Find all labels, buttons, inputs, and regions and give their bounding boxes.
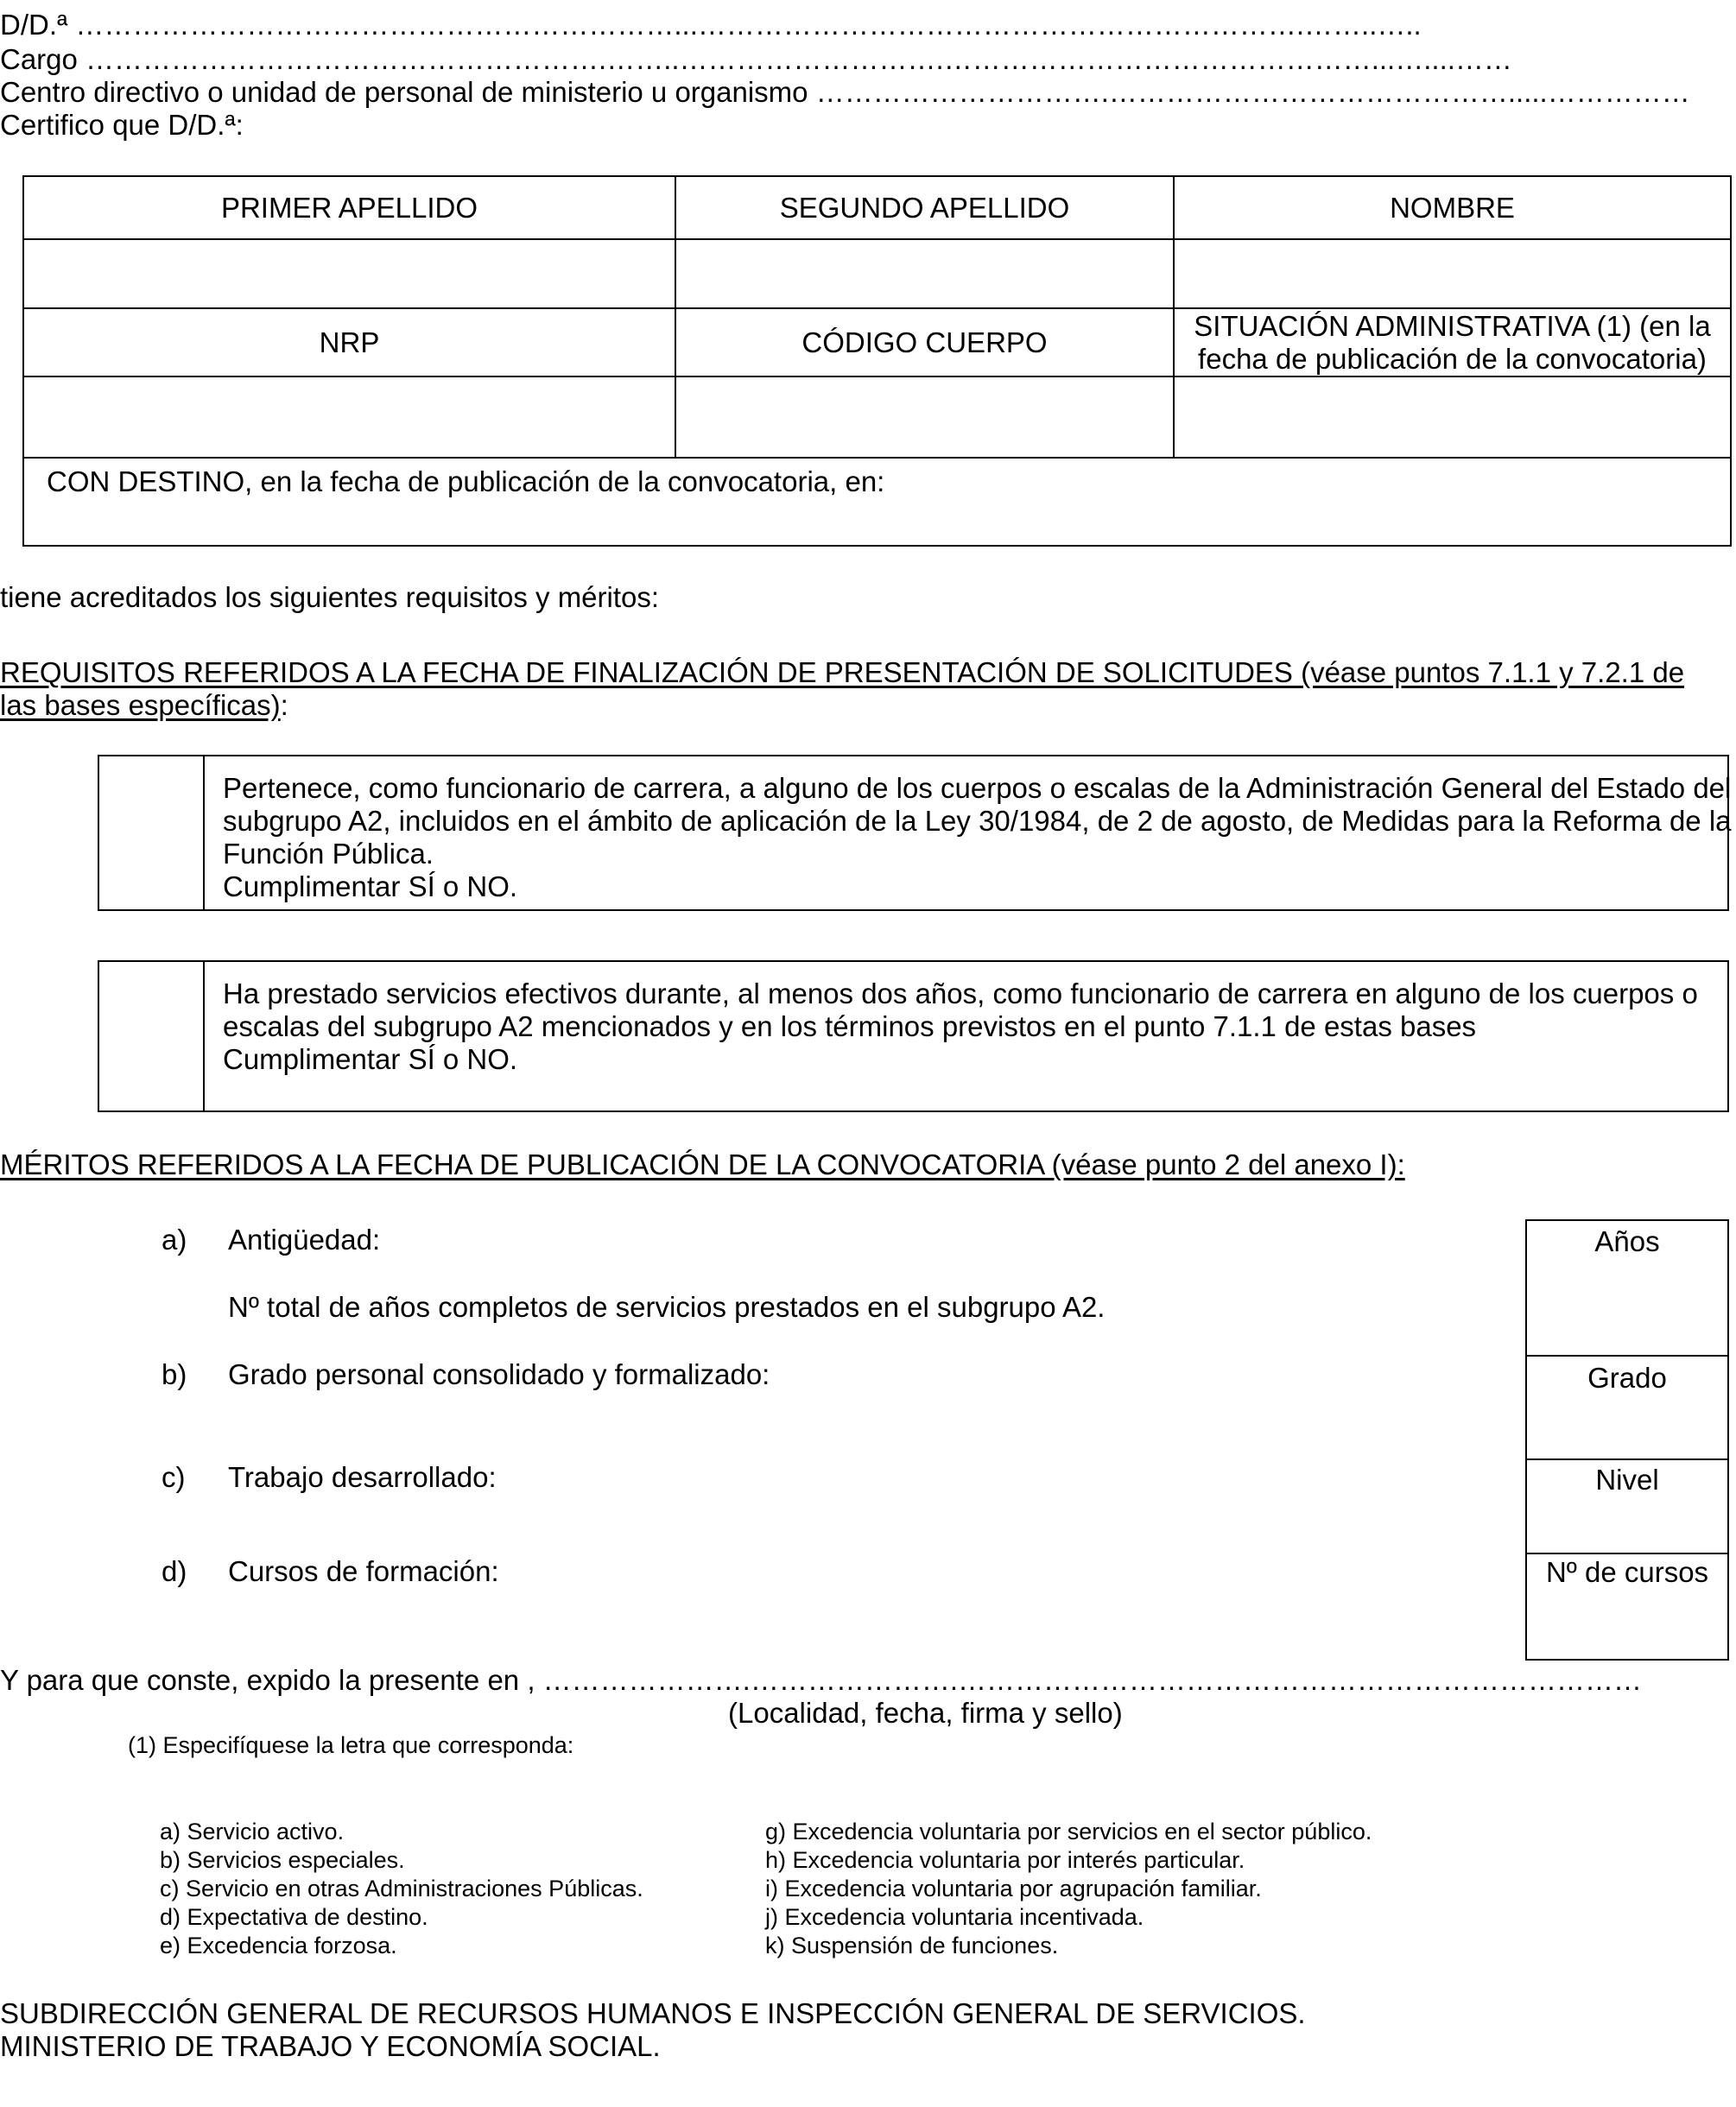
merito-a-detail: Nº total de años completos de servicios prestados en el subgrupo A2. (228, 1291, 1106, 1323)
footnote-item-h: h) Excedencia voluntaria por interés particular. (765, 1847, 1245, 1873)
field-nrp[interactable] (23, 376, 675, 458)
footer-line-2: MINISTERIO DE TRABAJO Y ECONOMÍA SOCIAL. (0, 2030, 661, 2062)
merito-d-label: Cursos de formación: (228, 1555, 499, 1587)
personal-data-table (22, 175, 1732, 547)
requisito-1-line-2: subgrupo A2, incluidos en el ámbito de aplicación de la Ley 30/1984, de 2 de agosto, de Medidas para la Reforma de la (223, 805, 1732, 837)
requisito-1-line-4: Cumplimentar SÍ o NO. (223, 870, 518, 902)
merito-d-letter: d) (162, 1555, 187, 1587)
merito-d-box-label: Nº de cursos (1545, 1556, 1709, 1588)
footnote-item-j: j) Excedencia voluntaria incentivada. (765, 1904, 1144, 1930)
merito-c-letter: c) (162, 1461, 186, 1493)
requisitos-heading-line1: REQUISITOS REFERIDOS A LA FECHA DE FINALIZACIÓN DE PRESENTACIÓN DE SOLICITUDES (véase puntos 7.1.1 y 7.2.1 de (0, 656, 1685, 688)
merito-a-label: Antigüedad: (228, 1224, 381, 1256)
header-codigo-cuerpo: CÓDIGO CUERPO (675, 308, 1174, 376)
requisito-2-answer-cell[interactable] (99, 962, 205, 1110)
footnote-left-list (160, 1818, 643, 1960)
field-segundo-apellido[interactable] (675, 239, 1174, 308)
requisito-2-box (98, 960, 1729, 1112)
merito-b-box-label: Grado (1587, 1362, 1667, 1394)
merito-a-value-cell[interactable] (1527, 1221, 1727, 1357)
footnote-item-b: b) Servicios especiales. (160, 1847, 405, 1873)
field-primer-apellido[interactable] (23, 239, 675, 308)
footnote-item-i: i) Excedencia voluntaria por agrupación familiar. (765, 1876, 1262, 1901)
requisito-1-line-1: Pertenece, como funcionario de carrera, a alguno de los cuerpos o escalas de la Administración General del Estado del (223, 772, 1732, 804)
header-situacion-administrativa: SITUACIÓN ADMINISTRATIVA (1) (en la fecha de publicación de la convocatoria) (1174, 308, 1731, 376)
meritos-value-box (1525, 1219, 1729, 1661)
signature-caption: (Localidad, fecha, firma y sello) (728, 1697, 1123, 1729)
footnote-item-k: k) Suspensión de funciones. (765, 1933, 1059, 1958)
requisito-1-text (223, 772, 1732, 903)
merito-c-value-cell[interactable] (1527, 1460, 1727, 1554)
requisito-2-line-1: Ha prestado servicios efectivos durante, al menos dos años, como funcionario de carrera en alguno de los cuerpos o (223, 978, 1698, 1009)
field-nombre[interactable] (1174, 239, 1731, 308)
merito-c-box-label: Nivel (1595, 1464, 1659, 1496)
field-codigo-cuerpo[interactable] (675, 376, 1174, 458)
footnote-right-list (765, 1818, 1372, 1960)
requisitos-heading-colon: : (280, 689, 288, 721)
merito-b-value-cell[interactable] (1527, 1357, 1727, 1460)
meritos-heading: MÉRITOS REFERIDOS A LA FECHA DE PUBLICACIÓN DE LA CONVOCATORIA (véase punto 2 del anexo I): (0, 1148, 1405, 1180)
field-con-destino[interactable] (23, 458, 1731, 546)
requisito-1-answer-cell[interactable] (99, 756, 205, 909)
merito-b-label: Grado personal consolidado y formalizado: (228, 1358, 770, 1390)
requisito-2-text (223, 978, 1710, 1076)
con-destino-label: CON DESTINO, en la fecha de publicación de la convocatoria, en: (47, 465, 885, 497)
header-primer-apellido: PRIMER APELLIDO (23, 176, 675, 239)
merito-c-label: Trabajo desarrollado: (228, 1461, 497, 1493)
header-nrp: NRP (23, 308, 675, 376)
header-line-centro: Centro directivo o unidad de personal de ministerio u organismo ………………………….…………………………………….....…………… (0, 76, 1690, 108)
merito-a-letter: a) (162, 1224, 187, 1256)
requisito-1-line-3: Función Pública. (223, 838, 434, 870)
field-situacion-administrativa[interactable] (1174, 376, 1731, 458)
footnote-item-d: d) Expectativa de destino. (160, 1904, 428, 1930)
intro-text: tiene acreditados los siguientes requisitos y méritos: (0, 581, 660, 613)
footnote-title: (1) Especifíquese la letra que corresponda: (128, 1732, 574, 1758)
footnote-item-e: e) Excedencia forzosa. (160, 1933, 397, 1958)
closing-line: Y para que conste, expido la presente en , ………………….………………….……………………………………………………………… (0, 1664, 1642, 1696)
footnote-item-c: c) Servicio en otras Administraciones Públicas. (160, 1876, 643, 1901)
merito-d-value-cell[interactable] (1527, 1554, 1727, 1659)
requisitos-heading-line2-text: las bases específicas) (0, 689, 281, 721)
merito-a-box-label: Años (1594, 1225, 1660, 1257)
header-nombre: NOMBRE (1174, 176, 1731, 239)
footnote-item-g: g) Excedencia voluntaria por servicios en el sector público. (765, 1819, 1372, 1844)
requisito-1-box (98, 755, 1732, 911)
header-line-certifico: Certifico que D/D.ª: (0, 109, 244, 141)
footnote-item-a: a) Servicio activo. (160, 1819, 345, 1844)
merito-b-letter: b) (162, 1358, 187, 1390)
header-line-name: D/D.ª ………………………………………………………...……………………………………………………….……..….. (0, 9, 1422, 41)
header-segundo-apellido: SEGUNDO APELLIDO (675, 176, 1174, 239)
requisito-2-line-3: Cumplimentar SÍ o NO. (223, 1043, 518, 1075)
requisito-2-line-2: escalas del subgrupo A2 mencionados y en los términos previstos en el punto 7.1.1 de estas bases (223, 1010, 1477, 1042)
footer-line-1: SUBDIRECCIÓN GENERAL DE RECURSOS HUMANOS E INSPECCIÓN GENERAL DE SERVICIOS. (0, 1997, 1306, 2029)
header-line-cargo: Cargo ……………………………………………….……..……………………….………………………………………...…....…… (0, 43, 1512, 75)
requisitos-heading-line2 (0, 689, 288, 722)
